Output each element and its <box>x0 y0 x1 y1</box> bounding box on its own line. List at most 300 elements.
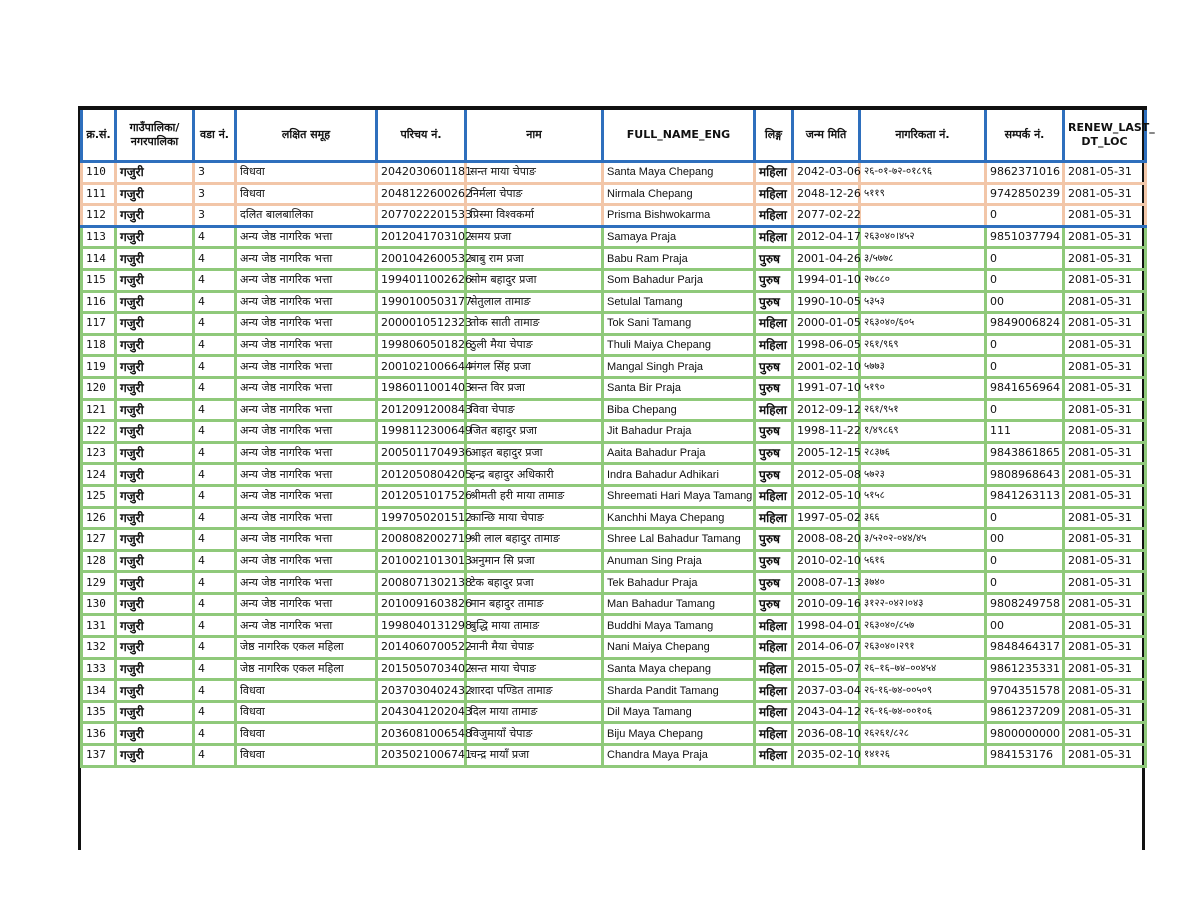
header-row <box>82 108 1146 162</box>
cell-full-name-eng: Nirmala Chepang <box>603 183 755 205</box>
table-row <box>82 334 1146 356</box>
cell-dob: 2037-03-04 <box>793 680 860 702</box>
cell-gender: महिला <box>755 205 793 227</box>
cell-sn: 134 <box>82 680 116 702</box>
cell-renew: 2081-05-31 <box>1064 593 1146 615</box>
table-row <box>82 701 1146 723</box>
header-renew: RENEW_LAST_ DT_LOC <box>1064 108 1146 162</box>
cell-id-no: 2048122600262 <box>377 183 466 205</box>
cell-contact: 0 <box>986 572 1064 594</box>
cell-target-group: अन्य जेष्ठ नागरिक भत्ता <box>236 507 377 529</box>
cell-full-name-eng: Kanchhi Maya Chepang <box>603 507 755 529</box>
cell-renew: 2081-05-31 <box>1064 162 1146 184</box>
cell-name: जित बहादुर प्रजा <box>466 421 603 443</box>
cell-id-no: 2001042600532 <box>377 248 466 270</box>
cell-name: कान्छि माया चेपाङ <box>466 507 603 529</box>
table-row <box>82 680 1146 702</box>
cell-name: प्रिस्मा विश्वकर्मा <box>466 205 603 227</box>
table-row <box>82 485 1146 507</box>
cell-sn: 135 <box>82 701 116 723</box>
cell-id-no: 2008071302138 <box>377 572 466 594</box>
cell-full-name-eng: Babu Ram Praja <box>603 248 755 270</box>
cell-dob: 1998-11-22 <box>793 421 860 443</box>
cell-gender: पुरुष <box>755 356 793 378</box>
cell-id-no: 2015050703402 <box>377 658 466 680</box>
cell-municipality: गजुरी <box>116 529 194 551</box>
cell-name: आइत बहादुर प्रजा <box>466 442 603 464</box>
beneficiary-table <box>80 106 1155 768</box>
cell-sn: 119 <box>82 356 116 378</box>
cell-sn: 130 <box>82 593 116 615</box>
cell-renew: 2081-05-31 <box>1064 550 1146 572</box>
cell-name: सन्त विर प्रजा <box>466 377 603 399</box>
cell-citizenship: २६-१६-७४-००१०६ <box>860 701 986 723</box>
cell-municipality: गजुरी <box>116 183 194 205</box>
cell-ward: 3 <box>194 183 236 205</box>
cell-gender: पुरुष <box>755 464 793 486</box>
cell-contact: 9851037794 <box>986 226 1064 248</box>
cell-gender: महिला <box>755 183 793 205</box>
table-row <box>82 658 1146 680</box>
cell-municipality: गजुरी <box>116 205 194 227</box>
cell-ward: 4 <box>194 226 236 248</box>
cell-ward: 4 <box>194 550 236 572</box>
cell-citizenship: ३/५७७८ <box>860 248 986 270</box>
cell-sn: 113 <box>82 226 116 248</box>
cell-renew: 2081-05-31 <box>1064 442 1146 464</box>
cell-dob: 1990-10-05 <box>793 291 860 313</box>
cell-dob: 2042-03-06 <box>793 162 860 184</box>
cell-dob: 2035-02-10 <box>793 745 860 767</box>
cell-renew: 2081-05-31 <box>1064 485 1146 507</box>
cell-sn: 112 <box>82 205 116 227</box>
cell-ward: 4 <box>194 334 236 356</box>
cell-citizenship: २७८८० <box>860 269 986 291</box>
cell-id-no: 2036081006548 <box>377 723 466 745</box>
cell-citizenship: १/४९८६९ <box>860 421 986 443</box>
cell-sn: 129 <box>82 572 116 594</box>
cell-id-no: 2042030601181 <box>377 162 466 184</box>
cell-ward: 4 <box>194 356 236 378</box>
cell-renew: 2081-05-31 <box>1064 226 1146 248</box>
table-row <box>82 291 1146 313</box>
cell-dob: 2010-09-16 <box>793 593 860 615</box>
cell-dob: 1994-01-10 <box>793 269 860 291</box>
cell-gender: पुरुष <box>755 269 793 291</box>
cell-citizenship: ३/५२०२-०४४/४५ <box>860 529 986 551</box>
cell-municipality: गजुरी <box>116 701 194 723</box>
cell-gender: पुरुष <box>755 291 793 313</box>
cell-gender: महिला <box>755 745 793 767</box>
cell-id-no: 1986011001403 <box>377 377 466 399</box>
cell-contact: 9841263113 <box>986 485 1064 507</box>
cell-citizenship: ५१९० <box>860 377 986 399</box>
cell-sn: 120 <box>82 377 116 399</box>
cell-municipality: गजुरी <box>116 442 194 464</box>
cell-contact: 9704351578 <box>986 680 1064 702</box>
cell-name: श्री लाल बहादुर तामाङ <box>466 529 603 551</box>
cell-target-group: अन्य जेष्ठ नागरिक भत्ता <box>236 485 377 507</box>
table-row <box>82 269 1146 291</box>
cell-contact: 9848464317 <box>986 637 1064 659</box>
cell-gender: पुरुष <box>755 572 793 594</box>
cell-target-group: अन्य जेष्ठ नागरिक भत्ता <box>236 313 377 335</box>
cell-contact: 0 <box>986 507 1064 529</box>
cell-municipality: गजुरी <box>116 485 194 507</box>
cell-contact: 0 <box>986 356 1064 378</box>
table-row <box>82 248 1146 270</box>
cell-ward: 4 <box>194 269 236 291</box>
cell-citizenship: २६–१६–७४–००४५४ <box>860 658 986 680</box>
cell-contact: 9843861865 <box>986 442 1064 464</box>
cell-dob: 2012-05-08 <box>793 464 860 486</box>
cell-dob: 1997-05-02 <box>793 507 860 529</box>
cell-ward: 4 <box>194 529 236 551</box>
cell-dob: 1998-04-01 <box>793 615 860 637</box>
cell-renew: 2081-05-31 <box>1064 399 1146 421</box>
cell-dob: 1998-06-05 <box>793 334 860 356</box>
cell-ward: 4 <box>194 723 236 745</box>
cell-ward: 4 <box>194 485 236 507</box>
table-row <box>82 745 1146 767</box>
cell-ward: 4 <box>194 442 236 464</box>
cell-name: श्रीमती हरी माया तामाङ <box>466 485 603 507</box>
cell-renew: 2081-05-31 <box>1064 701 1146 723</box>
cell-citizenship <box>860 205 986 227</box>
cell-gender: महिला <box>755 615 793 637</box>
cell-gender: महिला <box>755 680 793 702</box>
cell-name: सन्त माया चेपाङ <box>466 162 603 184</box>
cell-target-group: जेष्ठ नागरिक एकल महिला <box>236 637 377 659</box>
cell-id-no: 2012050804205 <box>377 464 466 486</box>
table-row <box>82 615 1146 637</box>
cell-dob: 2008-08-20 <box>793 529 860 551</box>
cell-gender: महिला <box>755 334 793 356</box>
cell-sn: 117 <box>82 313 116 335</box>
cell-renew: 2081-05-31 <box>1064 248 1146 270</box>
cell-contact: 0 <box>986 550 1064 572</box>
cell-renew: 2081-05-31 <box>1064 745 1146 767</box>
cell-name: मान बहादुर तामाङ <box>466 593 603 615</box>
cell-id-no: 2035021006741 <box>377 745 466 767</box>
cell-full-name-eng: Indra Bahadur Adhikari <box>603 464 755 486</box>
cell-id-no: 1997050201512 <box>377 507 466 529</box>
cell-id-no: 2000010512323 <box>377 313 466 335</box>
cell-gender: पुरुष <box>755 529 793 551</box>
cell-citizenship: ५६१६ <box>860 550 986 572</box>
header-full-name-eng: FULL_NAME_ENG <box>603 108 755 162</box>
cell-target-group: विधवा <box>236 183 377 205</box>
cell-full-name-eng: Sharda Pandit Tamang <box>603 680 755 702</box>
header-id-no: परिचय नं. <box>377 108 466 162</box>
cell-target-group: विधवा <box>236 701 377 723</box>
cell-target-group: अन्य जेष्ठ नागरिक भत्ता <box>236 334 377 356</box>
cell-full-name-eng: Santa Bir Praja <box>603 377 755 399</box>
cell-name: शारदा पण्डित तामाङ <box>466 680 603 702</box>
cell-sn: 110 <box>82 162 116 184</box>
cell-sn: 118 <box>82 334 116 356</box>
table-row <box>82 442 1146 464</box>
cell-gender: महिला <box>755 226 793 248</box>
cell-citizenship: २६३०४०/८५७ <box>860 615 986 637</box>
cell-name: नानी मैया चेपाङ <box>466 637 603 659</box>
cell-sn: 121 <box>82 399 116 421</box>
cell-id-no: 2077022201533 <box>377 205 466 227</box>
table-row <box>82 529 1146 551</box>
cell-target-group: अन्य जेष्ठ नागरिक भत्ता <box>236 529 377 551</box>
cell-renew: 2081-05-31 <box>1064 658 1146 680</box>
cell-sn: 124 <box>82 464 116 486</box>
cell-ward: 4 <box>194 572 236 594</box>
cell-full-name-eng: Biba Chepang <box>603 399 755 421</box>
cell-dob: 2001-02-10 <box>793 356 860 378</box>
header-ward: वडा नं. <box>194 108 236 162</box>
cell-gender: पुरुष <box>755 421 793 443</box>
cell-municipality: गजुरी <box>116 313 194 335</box>
cell-id-no: 1998040131298 <box>377 615 466 637</box>
cell-gender: महिला <box>755 507 793 529</box>
cell-contact: 984153176 <box>986 745 1064 767</box>
cell-gender: महिला <box>755 313 793 335</box>
cell-sn: 114 <box>82 248 116 270</box>
cell-dob: 2012-05-10 <box>793 485 860 507</box>
header-name: नाम <box>466 108 603 162</box>
cell-full-name-eng: Mangal Singh Praja <box>603 356 755 378</box>
cell-citizenship: २६१/९५१ <box>860 399 986 421</box>
cell-renew: 2081-05-31 <box>1064 356 1146 378</box>
cell-gender: पुरुष <box>755 550 793 572</box>
cell-contact: 9808968643 <box>986 464 1064 486</box>
cell-full-name-eng: Nani Maiya Chepang <box>603 637 755 659</box>
cell-dob: 2000-01-05 <box>793 313 860 335</box>
cell-full-name-eng: Samaya Praja <box>603 226 755 248</box>
header-sn: क्र.सं. <box>82 108 116 162</box>
cell-ward: 4 <box>194 248 236 270</box>
cell-gender: पुरुष <box>755 248 793 270</box>
cell-name: तोक साती तामाङ <box>466 313 603 335</box>
cell-id-no: 2043041202043 <box>377 701 466 723</box>
cell-sn: 115 <box>82 269 116 291</box>
cell-full-name-eng: Thuli Maiya Chepang <box>603 334 755 356</box>
cell-contact: 9862371016 <box>986 162 1064 184</box>
cell-citizenship: १४१२६ <box>860 745 986 767</box>
cell-municipality: गजुरी <box>116 550 194 572</box>
cell-name: अनुमान सि प्रजा <box>466 550 603 572</box>
cell-target-group: अन्य जेष्ठ नागरिक भत्ता <box>236 291 377 313</box>
table-body <box>82 162 1146 767</box>
cell-ward: 4 <box>194 680 236 702</box>
cell-municipality: गजुरी <box>116 464 194 486</box>
header-gender: लिङ्ग <box>755 108 793 162</box>
cell-gender: पुरुष <box>755 377 793 399</box>
cell-target-group: अन्य जेष्ठ नागरिक भत्ता <box>236 464 377 486</box>
cell-municipality: गजुरी <box>116 658 194 680</box>
cell-ward: 4 <box>194 507 236 529</box>
table-row <box>82 593 1146 615</box>
cell-full-name-eng: Prisma Bishwokarma <box>603 205 755 227</box>
cell-contact: 00 <box>986 529 1064 551</box>
table-row <box>82 162 1146 184</box>
cell-id-no: 1998060501826 <box>377 334 466 356</box>
cell-target-group: अन्य जेष्ठ नागरिक भत्ता <box>236 226 377 248</box>
table-row <box>82 183 1146 205</box>
cell-target-group: अन्य जेष्ठ नागरिक भत्ता <box>236 572 377 594</box>
cell-sn: 125 <box>82 485 116 507</box>
cell-municipality: गजुरी <box>116 723 194 745</box>
cell-target-group: दलित बालबालिका <box>236 205 377 227</box>
cell-id-no: 1998112300649 <box>377 421 466 443</box>
cell-dob: 2008-07-13 <box>793 572 860 594</box>
cell-target-group: विधवा <box>236 723 377 745</box>
cell-renew: 2081-05-31 <box>1064 637 1146 659</box>
cell-ward: 4 <box>194 399 236 421</box>
cell-renew: 2081-05-31 <box>1064 723 1146 745</box>
cell-target-group: अन्य जेष्ठ नागरिक भत्ता <box>236 421 377 443</box>
cell-id-no: 1994011002626 <box>377 269 466 291</box>
table-row <box>82 399 1146 421</box>
cell-municipality: गजुरी <box>116 334 194 356</box>
cell-full-name-eng: Setulal Tamang <box>603 291 755 313</box>
cell-dob: 2048-12-26 <box>793 183 860 205</box>
cell-target-group: विधवा <box>236 162 377 184</box>
cell-target-group: अन्य जेष्ठ नागरिक भत्ता <box>236 356 377 378</box>
cell-ward: 4 <box>194 615 236 637</box>
cell-sn: 126 <box>82 507 116 529</box>
cell-sn: 132 <box>82 637 116 659</box>
table-row <box>82 723 1146 745</box>
cell-full-name-eng: Shreemati Hari Maya Tamang <box>603 485 755 507</box>
cell-full-name-eng: Man Bahadur Tamang <box>603 593 755 615</box>
cell-id-no: 1990100503177 <box>377 291 466 313</box>
cell-renew: 2081-05-31 <box>1064 464 1146 486</box>
cell-municipality: गजुरी <box>116 399 194 421</box>
cell-target-group: जेष्ठ नागरिक एकल महिला <box>236 658 377 680</box>
cell-contact: 0 <box>986 399 1064 421</box>
cell-ward: 3 <box>194 162 236 184</box>
cell-ward: 4 <box>194 593 236 615</box>
cell-gender: महिला <box>755 399 793 421</box>
cell-contact: 9849006824 <box>986 313 1064 335</box>
cell-sn: 136 <box>82 723 116 745</box>
cell-dob: 2005-12-15 <box>793 442 860 464</box>
cell-sn: 137 <box>82 745 116 767</box>
table-row <box>82 637 1146 659</box>
cell-full-name-eng: Aaita Bahadur Praja <box>603 442 755 464</box>
cell-contact: 0 <box>986 334 1064 356</box>
cell-dob: 2012-09-12 <box>793 399 860 421</box>
cell-municipality: गजुरी <box>116 615 194 637</box>
cell-citizenship: ५७७३ <box>860 356 986 378</box>
cell-contact: 9861235331 <box>986 658 1064 680</box>
cell-citizenship: २८३७६ <box>860 442 986 464</box>
cell-gender: पुरुष <box>755 442 793 464</box>
cell-ward: 4 <box>194 464 236 486</box>
cell-renew: 2081-05-31 <box>1064 615 1146 637</box>
cell-full-name-eng: Chandra Maya Praja <box>603 745 755 767</box>
cell-sn: 122 <box>82 421 116 443</box>
cell-ward: 4 <box>194 377 236 399</box>
cell-full-name-eng: Jit Bahadur Praja <box>603 421 755 443</box>
cell-municipality: गजुरी <box>116 291 194 313</box>
cell-citizenship: ३१२२-०४२।०४३ <box>860 593 986 615</box>
cell-target-group: अन्य जेष्ठ नागरिक भत्ता <box>236 248 377 270</box>
table-row <box>82 377 1146 399</box>
cell-sn: 111 <box>82 183 116 205</box>
cell-gender: महिला <box>755 701 793 723</box>
cell-sn: 123 <box>82 442 116 464</box>
cell-renew: 2081-05-31 <box>1064 421 1146 443</box>
cell-name: ठुली मैया चेपाङ <box>466 334 603 356</box>
cell-municipality: गजुरी <box>116 162 194 184</box>
cell-dob: 2012-04-17 <box>793 226 860 248</box>
cell-target-group: अन्य जेष्ठ नागरिक भत्ता <box>236 399 377 421</box>
header-contact: सम्पर्क नं. <box>986 108 1064 162</box>
cell-contact: 0 <box>986 248 1064 270</box>
cell-target-group: अन्य जेष्ठ नागरिक भत्ता <box>236 615 377 637</box>
cell-municipality: गजुरी <box>116 377 194 399</box>
cell-renew: 2081-05-31 <box>1064 269 1146 291</box>
cell-municipality: गजुरी <box>116 507 194 529</box>
cell-name: दिल माया तामाङ <box>466 701 603 723</box>
cell-municipality: गजुरी <box>116 356 194 378</box>
table-row <box>82 507 1146 529</box>
cell-ward: 4 <box>194 658 236 680</box>
cell-sn: 127 <box>82 529 116 551</box>
cell-full-name-eng: Buddhi Maya Tamang <box>603 615 755 637</box>
cell-name: विवा चेपाङ <box>466 399 603 421</box>
header-citizenship: नागरिकता नं. <box>860 108 986 162</box>
cell-contact: 9841656964 <box>986 377 1064 399</box>
cell-renew: 2081-05-31 <box>1064 334 1146 356</box>
cell-id-no: 2012041703102 <box>377 226 466 248</box>
cell-citizenship: २६३०४०।२९१ <box>860 637 986 659</box>
header-municipality: गाउँपालिका/ नगरपालिका <box>116 108 194 162</box>
cell-id-no: 2037030402432 <box>377 680 466 702</box>
cell-citizenship: २६-०१-७२-०१८९६ <box>860 162 986 184</box>
cell-target-group: अन्य जेष्ठ नागरिक भत्ता <box>236 442 377 464</box>
cell-citizenship: २६१/९६९ <box>860 334 986 356</box>
cell-full-name-eng: Som Bahadur Parja <box>603 269 755 291</box>
cell-sn: 116 <box>82 291 116 313</box>
cell-citizenship: ५३५३ <box>860 291 986 313</box>
cell-renew: 2081-05-31 <box>1064 507 1146 529</box>
cell-municipality: गजुरी <box>116 680 194 702</box>
cell-citizenship: २६२६१/८२८ <box>860 723 986 745</box>
cell-sn: 131 <box>82 615 116 637</box>
cell-municipality: गजुरी <box>116 421 194 443</box>
cell-target-group: अन्य जेष्ठ नागरिक भत्ता <box>236 593 377 615</box>
cell-name: सन्त माया चेपाङ <box>466 658 603 680</box>
cell-target-group: विधवा <box>236 745 377 767</box>
header-target-group: लक्षित समूह <box>236 108 377 162</box>
cell-sn: 133 <box>82 658 116 680</box>
cell-gender: महिला <box>755 485 793 507</box>
cell-ward: 4 <box>194 313 236 335</box>
cell-id-no: 2008082002719 <box>377 529 466 551</box>
table-row <box>82 572 1146 594</box>
cell-citizenship: ५१५८ <box>860 485 986 507</box>
cell-contact: 9742850239 <box>986 183 1064 205</box>
cell-municipality: गजुरी <box>116 637 194 659</box>
cell-dob: 2077-02-22 <box>793 205 860 227</box>
cell-renew: 2081-05-31 <box>1064 291 1146 313</box>
cell-gender: महिला <box>755 723 793 745</box>
cell-municipality: गजुरी <box>116 745 194 767</box>
cell-dob: 2036-08-10 <box>793 723 860 745</box>
cell-contact: 111 <box>986 421 1064 443</box>
cell-id-no: 2012091200843 <box>377 399 466 421</box>
cell-contact: 00 <box>986 615 1064 637</box>
